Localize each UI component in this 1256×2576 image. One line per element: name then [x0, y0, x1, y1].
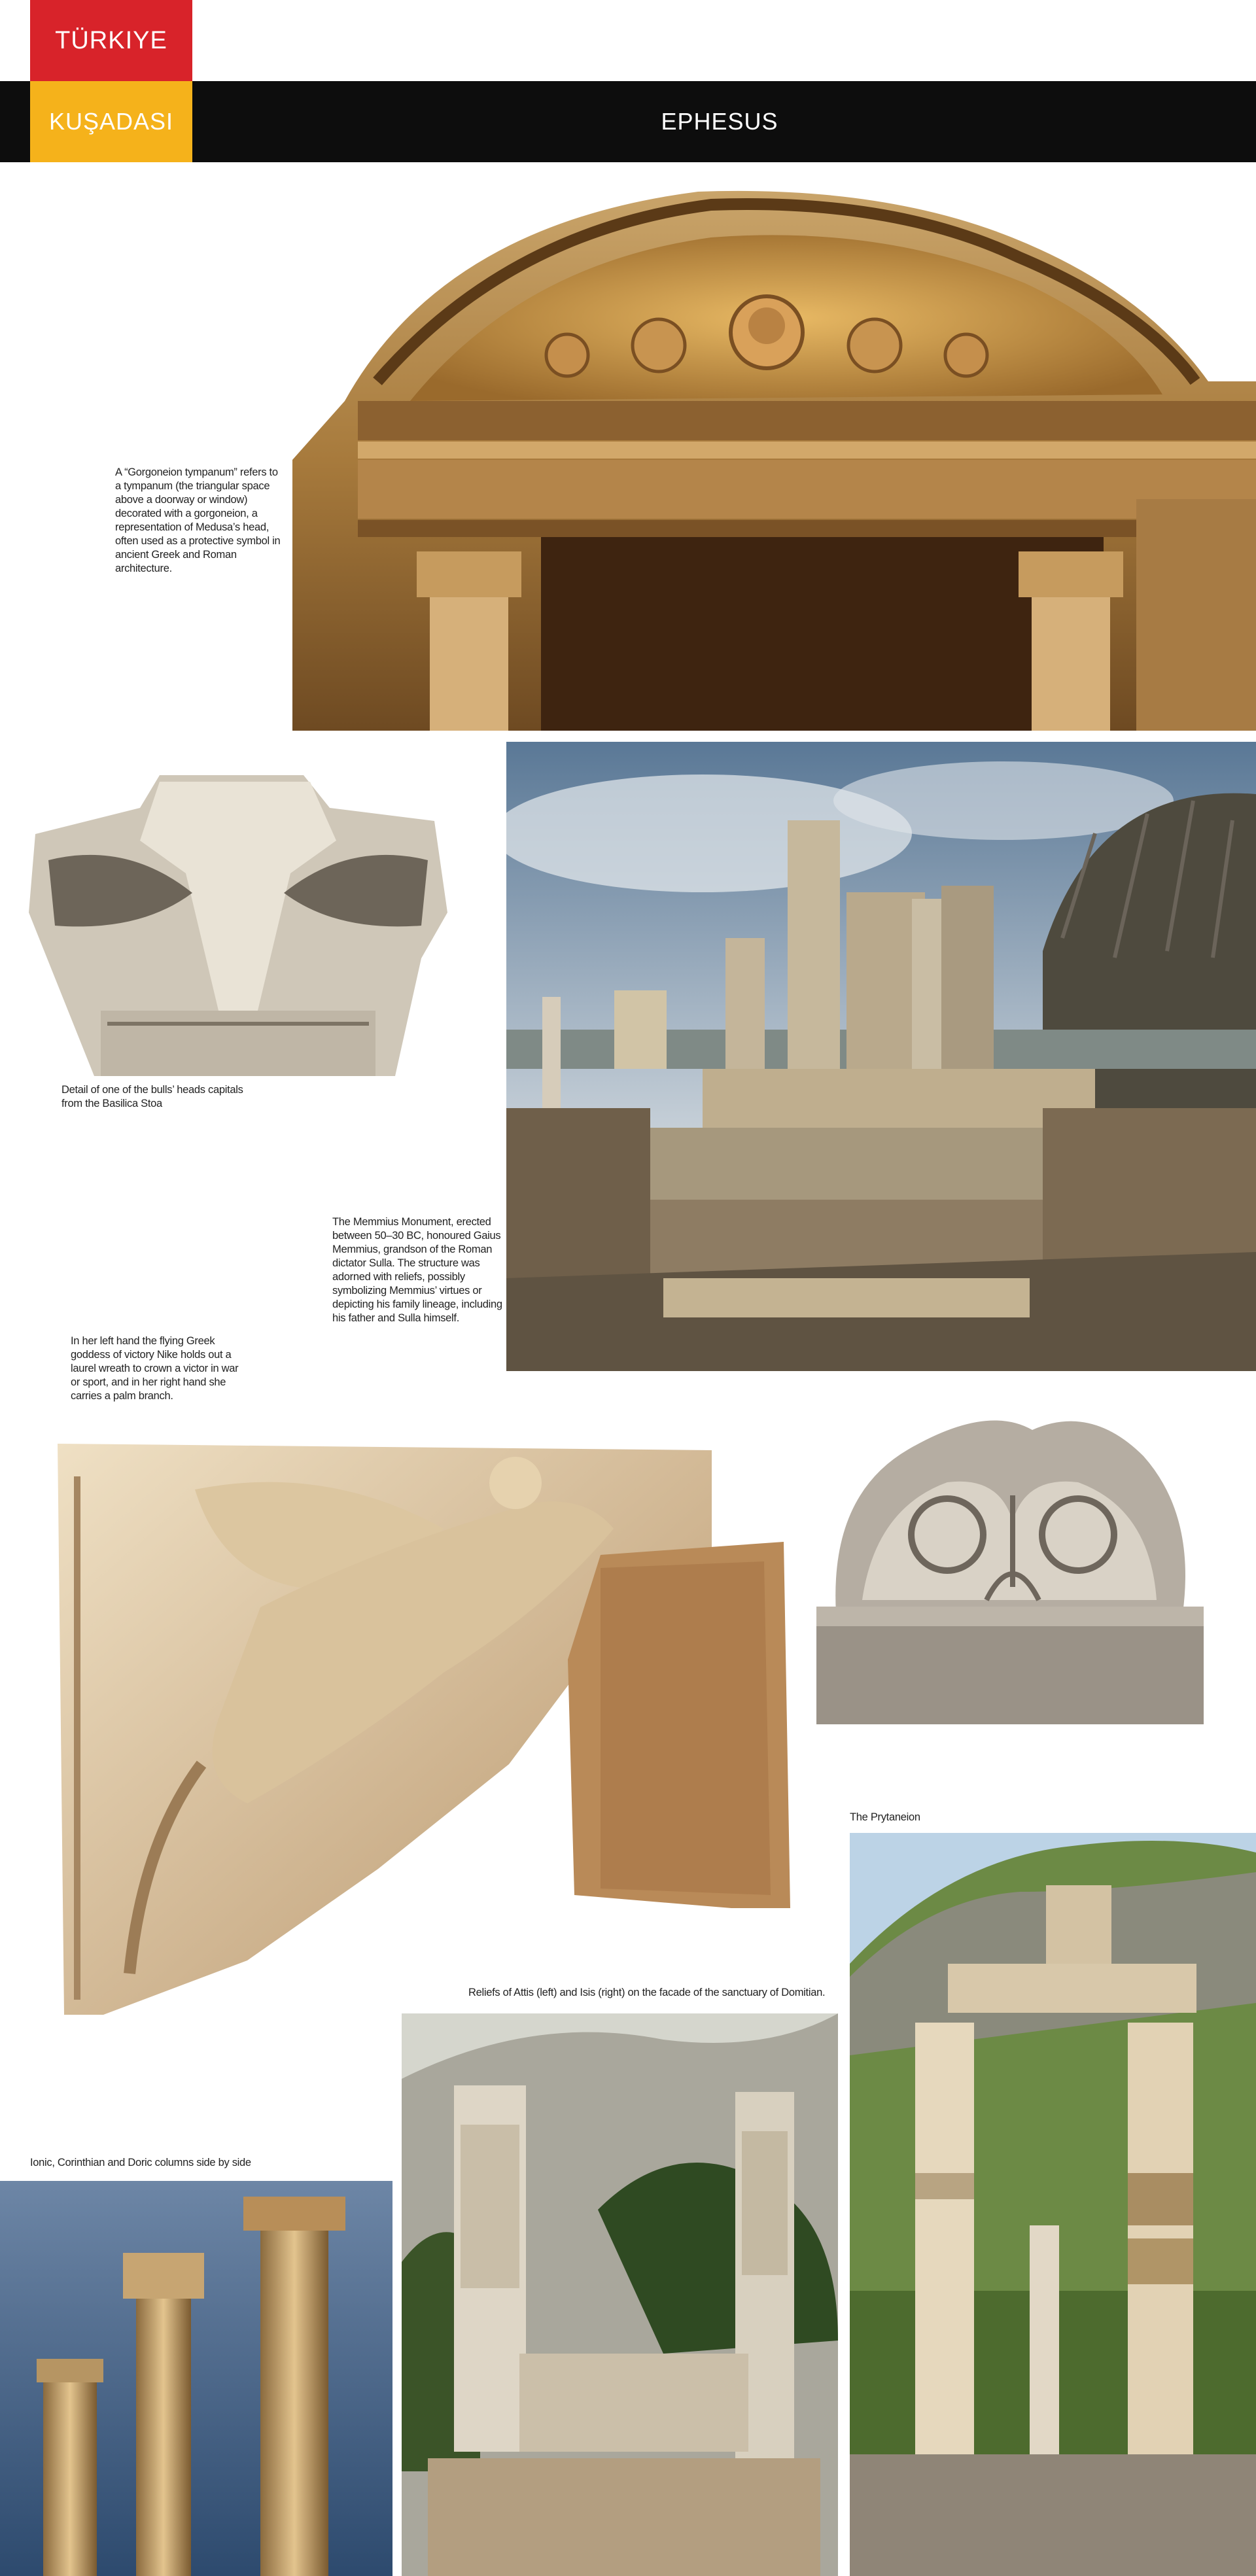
- gorgoneion-tympanum-photo: [292, 185, 1256, 731]
- page-title: EPHESUS: [661, 108, 778, 135]
- bulls-heads-caption: Detail of one of the bulls’ heads capitals from the Basilica Stoa: [61, 1084, 243, 1109]
- attis-isis-reliefs-photo: [402, 2013, 838, 2576]
- memmius-caption: The Memmius Monument, erected between 50–30 BC, honoured Gaius Memmius, grandson of the Roman dictator Sulla. The structure was adorned with reliefs, possibly symbolizing Memmius’ virtues or depicting his family lineage, including his father and Sulla himself.: [332, 1216, 502, 1324]
- gorgoneion-caption: A “Gorgoneion tympanum” refers to a tympanum (the triangular space above a doorway or window) decorated with a gorgoneion, a representation of Medusa’s head, often used as a protective symbol in ancient Greek and Roman architecture.: [115, 466, 281, 574]
- memmius-monument-photo: [506, 742, 1256, 1371]
- acroterion-fragment-photo: [816, 1404, 1204, 1724]
- city-tag: KUŞADASI: [30, 81, 192, 162]
- columns-photo: [0, 2181, 392, 2576]
- prytaneion-caption: The Prytaneion: [850, 1811, 920, 1823]
- prytaneion-photo: [850, 1833, 1256, 2576]
- bulls-head-capital-photo: [29, 762, 447, 1076]
- columns-caption: Ionic, Corinthian and Doric columns side by side: [30, 2157, 251, 2168]
- attis-isis-caption: Reliefs of Attis (left) and Isis (right) on the facade of the sanctuary of Domitian.: [468, 1987, 826, 1998]
- nike-relief-photo: [51, 1437, 797, 2015]
- nike-caption: In her left hand the flying Greek goddess of victory Nike holds out a laurel wreath to crown a victor in war or sport, and in her right hand she carries a palm branch.: [71, 1335, 239, 1402]
- country-tag: TÜRKIYE: [30, 0, 192, 81]
